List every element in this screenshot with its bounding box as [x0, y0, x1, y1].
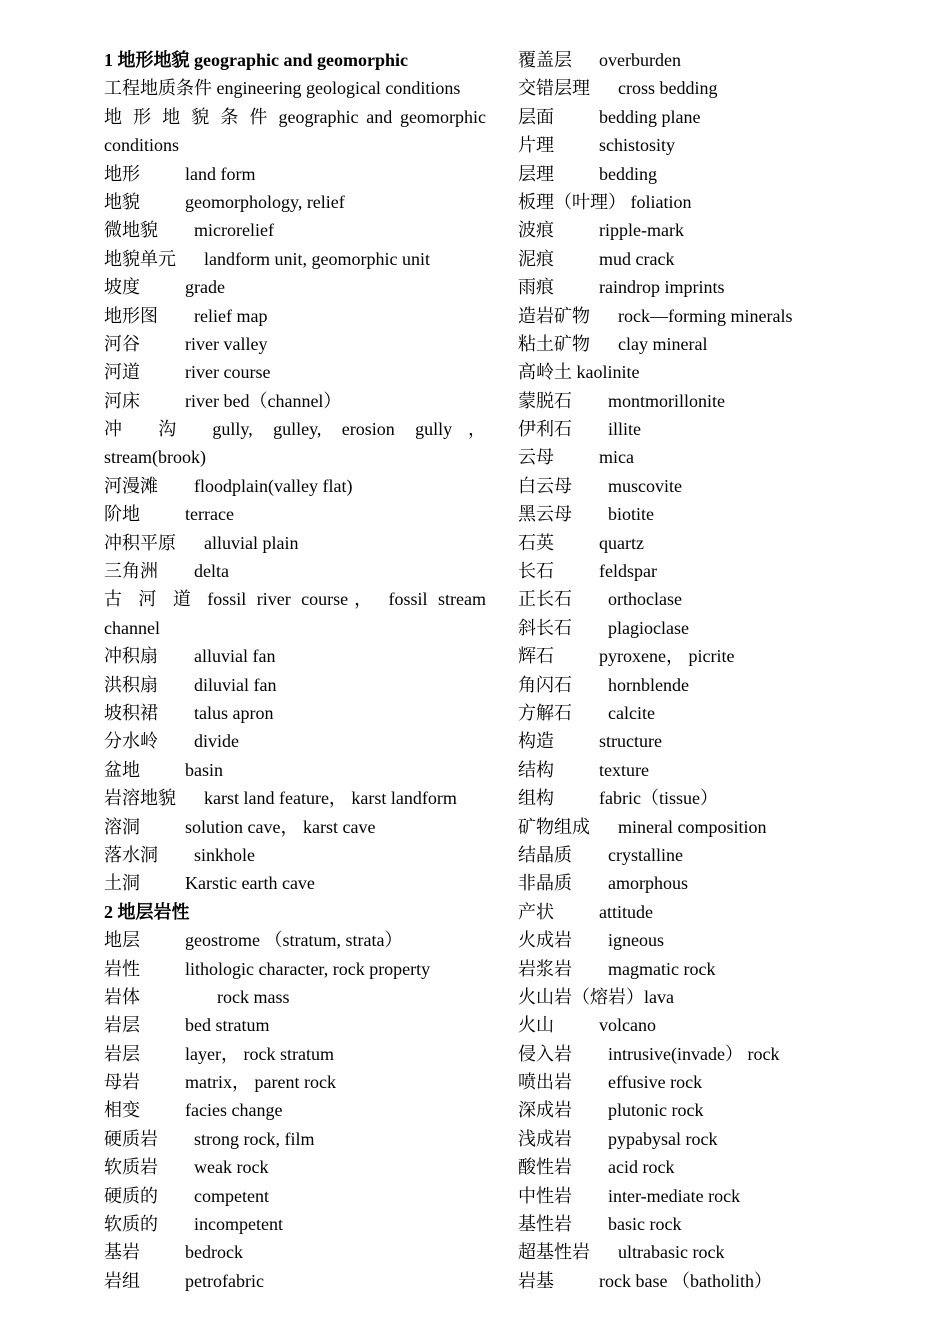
term-english: calcite [608, 702, 655, 723]
term-chinese: 冲积扇 [104, 646, 158, 667]
glossary-entry [518, 529, 848, 557]
term-english: intrusive(invade） rock [608, 1043, 780, 1064]
glossary-entry [104, 1040, 486, 1068]
glossary-entry [518, 472, 848, 500]
glossary-entry [104, 955, 486, 983]
glossary-entry [518, 443, 848, 471]
glossary-entry [518, 642, 848, 670]
text-line-justified: 地 形 地 貌 条 件 geographic and geomorphic [104, 106, 486, 127]
term-chinese: 火成岩 [518, 930, 572, 951]
term-english: karst land feature， karst landform [204, 788, 457, 809]
term-chinese: 地形 [104, 163, 140, 184]
glossary-entry [104, 699, 486, 727]
term-chinese: 侵入岩 [518, 1043, 572, 1064]
term-english: delta [194, 561, 229, 582]
glossary-entry [518, 103, 848, 131]
term-english: terrace [185, 504, 234, 525]
glossary-entry [104, 926, 486, 954]
glossary-entry [518, 330, 848, 358]
term-english: mica [599, 447, 634, 468]
glossary-entry [104, 642, 486, 670]
term-english: rock base （batholith） [599, 1270, 772, 1291]
term-english: divide [194, 731, 239, 752]
glossary-entry [104, 784, 486, 812]
term-chinese: 超基性岩 [518, 1242, 590, 1263]
term-chinese: 地貌 [104, 191, 140, 212]
term-english: volcano [599, 1015, 656, 1036]
glossary-entry [518, 1210, 848, 1238]
term-english: microrelief [194, 220, 274, 241]
term-chinese: 母岩 [104, 1072, 140, 1093]
glossary-entry [518, 74, 848, 102]
glossary-entry [518, 1182, 848, 1210]
glossary-entry [518, 500, 848, 528]
term-english: pypabysal rock [608, 1128, 718, 1149]
term-english: overburden [599, 50, 681, 70]
term-english: orthoclase [608, 589, 682, 610]
term-chinese: 阶地 [104, 504, 140, 525]
term-chinese: 地形图 [104, 305, 158, 326]
glossary-entry [104, 330, 486, 358]
term-english: geostrome （stratum, strata） [185, 930, 403, 951]
glossary-entry [104, 160, 486, 188]
term-english: effusive rock [608, 1072, 703, 1093]
term-english: river bed（channel） [185, 390, 342, 411]
text-line: channel [104, 617, 160, 638]
glossary-entry [518, 585, 848, 613]
term-english: basic rock [608, 1214, 682, 1235]
term-english: igneous [608, 930, 664, 951]
term-chinese: 盆地 [104, 759, 140, 780]
glossary-entry [518, 160, 848, 188]
term-chinese: 层面 [518, 106, 554, 127]
term-chinese: 岩层 [104, 1015, 140, 1036]
term-chinese: 深成岩 [518, 1100, 572, 1121]
term-english: plagioclase [608, 617, 689, 638]
term-english: facies change [185, 1100, 283, 1121]
term-chinese: 中性岩 [518, 1185, 572, 1206]
term-english: basin [185, 759, 223, 780]
term-chinese: 河谷 [104, 333, 140, 354]
glossary-entry [104, 1182, 486, 1210]
term-english: acid rock [608, 1157, 675, 1178]
left-column [104, 46, 486, 1295]
term-chinese: 溶洞 [104, 816, 140, 837]
term-chinese: 河漫滩 [104, 475, 158, 496]
glossary-entry [518, 699, 848, 727]
term-chinese: 岩性 [104, 958, 140, 979]
term-chinese: 坡度 [104, 277, 140, 298]
glossary-entry [104, 756, 486, 784]
term-english: mineral composition [618, 816, 767, 837]
glossary-entry [104, 1125, 486, 1153]
term-english: matrix， parent rock [185, 1072, 336, 1093]
glossary-entry [518, 898, 848, 926]
term-english: fabric（tissue） [599, 788, 718, 809]
term-english: bedding plane [599, 106, 701, 127]
term-chinese: 矿物组成 [518, 816, 590, 837]
term-chinese: 结晶质 [518, 844, 572, 865]
term-chinese: 方解石 [518, 702, 572, 723]
term-english: illite [608, 419, 641, 440]
term-english: attitude [599, 901, 653, 922]
term-chinese: 岩基 [518, 1270, 554, 1291]
glossary-entry [104, 387, 486, 415]
term-chinese: 微地貌 [104, 220, 158, 241]
term-chinese: 泥痕 [518, 248, 554, 269]
glossary-entry [518, 1011, 848, 1039]
term-chinese: 硬质岩 [104, 1128, 158, 1149]
term-chinese: 波痕 [518, 220, 554, 241]
term-english: ultrabasic rock [618, 1242, 725, 1263]
term-chinese: 相变 [104, 1100, 140, 1121]
section-heading [104, 898, 486, 926]
text-line: 工程地质条件 engineering geological conditions [104, 78, 461, 99]
section-heading [104, 46, 486, 74]
text-line: stream(brook) [104, 447, 206, 468]
term-english: alluvial fan [194, 646, 276, 667]
term-english: Karstic earth cave [185, 873, 315, 894]
term-english: river valley [185, 333, 268, 354]
glossary-entry [518, 216, 848, 244]
glossary-entry [518, 387, 848, 415]
term-chinese: 构造 [518, 731, 554, 752]
term-chinese: 片理 [518, 135, 554, 156]
glossary-entry [104, 869, 486, 897]
term-chinese: 火山 [518, 1015, 554, 1036]
term-chinese: 云母 [518, 447, 554, 468]
term-english: crystalline [608, 844, 683, 865]
term-english: weak rock [194, 1157, 269, 1178]
term-chinese: 岩层 [104, 1043, 140, 1064]
term-english: bedrock [185, 1242, 243, 1263]
glossary-entry [518, 302, 848, 330]
term-chinese: 非晶质 [518, 873, 572, 894]
term-chinese: 蒙脱石 [518, 390, 572, 411]
term-english: lithologic character, rock property [185, 958, 431, 979]
glossary-entry [518, 727, 848, 755]
heading-text: 2 地层岩性 [104, 901, 190, 922]
glossary-entry [104, 245, 486, 273]
term-chinese: 河床 [104, 390, 140, 411]
term-english: river course [185, 362, 271, 383]
term-english: solution cave， karst cave [185, 816, 376, 837]
term-chinese: 基岩 [104, 1242, 140, 1263]
glossary-entry [518, 813, 848, 841]
term-english: bedding [599, 163, 657, 184]
term-chinese: 岩组 [104, 1270, 140, 1291]
term-english: land form [185, 163, 256, 184]
term-english: bed stratum [185, 1015, 270, 1036]
term-chinese: 斜长石 [518, 617, 572, 638]
term-english: magmatic rock [608, 958, 716, 979]
term-chinese: 三角洲 [104, 561, 158, 582]
term-chinese: 坡积裙 [104, 702, 158, 723]
term-chinese: 粘土矿物 [518, 333, 590, 354]
term-english: inter-mediate rock [608, 1185, 741, 1206]
glossary-entry [104, 500, 486, 528]
glossary-entry [104, 1153, 486, 1181]
term-english: diluvial fan [194, 674, 277, 695]
term-chinese: 岩体 [104, 986, 140, 1007]
term-chinese: 长石 [518, 561, 554, 582]
term-english: ripple-mark [599, 220, 684, 241]
term-english: grade [185, 277, 225, 298]
term-chinese: 硬质的 [104, 1185, 158, 1206]
glossary-entry [518, 1238, 848, 1266]
text-line: 板理（叶理） foliation [518, 191, 692, 212]
term-english: pyroxene， picrite [599, 646, 735, 667]
term-chinese: 黑云母 [518, 504, 572, 525]
term-chinese: 基性岩 [518, 1214, 572, 1235]
term-english: geomorphology, relief [185, 191, 345, 212]
term-english: talus apron [194, 702, 274, 723]
glossary-entry [104, 983, 486, 1011]
glossary-entry [104, 557, 486, 585]
term-english: structure [599, 731, 662, 752]
term-english: sinkhole [194, 844, 255, 865]
text-line: 火山岩（熔岩）lava [518, 986, 674, 1007]
glossary-entry [518, 955, 848, 983]
glossary-entry [518, 869, 848, 897]
glossary-entry [104, 273, 486, 301]
term-chinese: 洪积扇 [104, 674, 158, 695]
glossary-entry [518, 926, 848, 954]
term-chinese: 白云母 [518, 475, 572, 496]
glossary-entry [518, 46, 848, 74]
term-english: relief map [194, 305, 268, 326]
term-english: clay mineral [618, 333, 708, 354]
glossary-entry [518, 1040, 848, 1068]
glossary-entry [104, 813, 486, 841]
glossary-entry [518, 1267, 848, 1295]
term-chinese: 分水岭 [104, 731, 158, 752]
term-chinese: 酸性岩 [518, 1157, 572, 1178]
glossary-entry [104, 841, 486, 869]
term-english: alluvial plain [204, 532, 299, 553]
glossary-entry [518, 1125, 848, 1153]
term-chinese: 河道 [104, 362, 140, 383]
glossary-entry [104, 1267, 486, 1295]
glossary-entry [518, 245, 848, 273]
glossary-entry [104, 529, 486, 557]
glossary-entry [518, 614, 848, 642]
glossary-entry [518, 671, 848, 699]
term-english: raindrop imprints [599, 277, 725, 298]
term-english: petrofabric [185, 1270, 264, 1291]
term-chinese: 软质的 [104, 1214, 158, 1235]
term-english: texture [599, 759, 649, 780]
glossary-entry [518, 841, 848, 869]
glossary-entry [518, 1153, 848, 1181]
term-chinese: 角闪石 [518, 674, 572, 695]
text-line: conditions [104, 135, 179, 156]
term-chinese: 地层 [104, 930, 140, 951]
term-english: hornblende [608, 674, 689, 695]
term-english: competent [194, 1185, 269, 1206]
glossary-entry [518, 1068, 848, 1096]
term-english: montmorillonite [608, 390, 725, 411]
term-english: muscovite [608, 475, 682, 496]
term-english: cross bedding [618, 78, 718, 99]
glossary-entry [104, 1011, 486, 1039]
term-chinese: 喷出岩 [518, 1072, 572, 1093]
term-chinese: 交错层理 [518, 78, 590, 99]
glossary-entry [104, 671, 486, 699]
glossary-entry [104, 472, 486, 500]
term-chinese: 造岩矿物 [518, 305, 590, 326]
term-chinese: 浅成岩 [518, 1128, 572, 1149]
text-line-justified: 古 河 道 fossil river course， fossil stream [104, 589, 486, 610]
glossary-entry [104, 302, 486, 330]
term-chinese: 正长石 [518, 589, 572, 610]
glossary-entry [518, 557, 848, 585]
term-english: biotite [608, 504, 654, 525]
glossary-entry [518, 784, 848, 812]
term-chinese: 落水洞 [104, 844, 158, 865]
term-chinese: 结构 [518, 759, 554, 780]
term-chinese: 层理 [518, 163, 554, 184]
glossary-entry [104, 1068, 486, 1096]
term-english: rock mass [217, 986, 290, 1007]
term-english: layer， rock stratum [185, 1043, 334, 1064]
term-english: landform unit, geomorphic unit [204, 248, 430, 269]
term-english: amorphous [608, 873, 688, 894]
text-line: 高岭土 kaolinite [518, 362, 640, 383]
glossary-entry [104, 1210, 486, 1238]
glossary-entry [104, 358, 486, 386]
term-chinese: 地貌单元 [104, 248, 176, 269]
term-chinese: 土洞 [104, 873, 140, 894]
term-english: quartz [599, 532, 644, 553]
term-english: strong rock, film [194, 1128, 315, 1149]
term-chinese: 冲积平原 [104, 532, 176, 553]
term-english: plutonic rock [608, 1100, 704, 1121]
heading-text: 1 地形地貌 geographic and geomorphic [104, 50, 408, 70]
term-english: mud crack [599, 248, 675, 269]
term-chinese: 软质岩 [104, 1157, 158, 1178]
glossary-entry [518, 756, 848, 784]
glossary-entry [518, 415, 848, 443]
glossary-entry [104, 188, 486, 216]
glossary-entry [518, 131, 848, 159]
glossary-entry [518, 273, 848, 301]
glossary-entry [104, 216, 486, 244]
term-chinese: 岩溶地貌 [104, 788, 176, 809]
glossary-entry [518, 1096, 848, 1124]
term-chinese: 石英 [518, 532, 554, 553]
term-chinese: 覆盖层 [518, 50, 572, 70]
term-english: incompetent [194, 1214, 283, 1235]
term-english: feldspar [599, 561, 657, 582]
term-chinese: 辉石 [518, 646, 554, 667]
glossary-entry [104, 727, 486, 755]
right-column [518, 46, 848, 1295]
text-line-justified: 冲 沟 gully, gulley, erosion gully， [104, 419, 486, 440]
term-chinese: 雨痕 [518, 277, 554, 298]
term-english: rock—forming minerals [618, 305, 793, 326]
term-english: schistosity [599, 135, 676, 156]
glossary-entry [104, 1238, 486, 1266]
term-chinese: 岩浆岩 [518, 958, 572, 979]
glossary-entry [104, 1096, 486, 1124]
term-chinese: 产状 [518, 901, 554, 922]
term-english: floodplain(valley flat) [194, 475, 353, 496]
term-chinese: 伊利石 [518, 419, 572, 440]
term-chinese: 组构 [518, 788, 554, 809]
